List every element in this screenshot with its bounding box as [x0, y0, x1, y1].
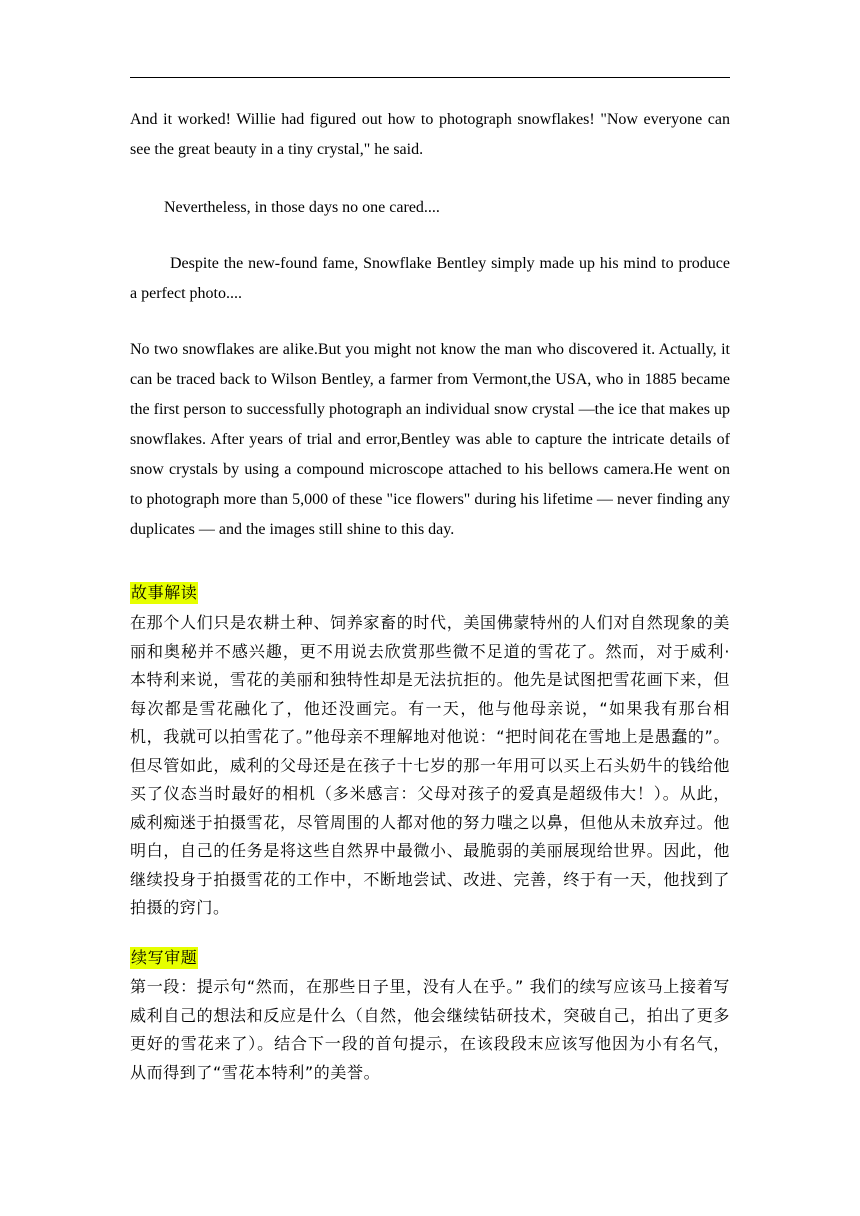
- paragraph-background: No two snowflakes are alike.But you might not know the man who discovered it. Actually, it can be traced back to Wilson Bentley, a farmer from Vermont,the USA, who in 1885 became the first person to successfully photograph an individual snow crystal —the ice that makes up snowflakes. After years of trial and error,Bentley was able to capture the intricate details of snow crystals by using a compound microscope attached to his bellows camera.He went on to photograph more than 5,000 of these "ice flowers" during his lifetime — never finding any duplicates — and the images still shine to this day.: [130, 341, 730, 538]
- paragraph-writing-review: 第一段：提示句“然而，在那些日子里，没有人在乎。” 我们的续写应该马上接着写威利自己的想法和反应是什么（自然，他会继续钻研技术，突破自己，拍出了更多更好的雪花来了）。结合下一段的首句提示，在该段段末应该写他因为小有名气，从而得到了“雪花本特利”的美誉。: [130, 977, 730, 1082]
- prompt-paragraph-1: Nevertheless, in those days no one cared....: [164, 199, 440, 216]
- prompt-paragraph-2: Despite the new-found fame, Snowflake Bentley simply made up his mind to produce a perfect photo....: [130, 255, 730, 302]
- header-rule: [130, 77, 730, 78]
- heading-writing-review: 续写审题: [131, 948, 198, 967]
- paragraph-story-analysis: 在那个人们只是农耕土种、饲养家畜的时代，美国佛蒙特州的人们对自然现象的美丽和奥秘并不感兴趣，更不用说去欣赏那些微不足道的雪花了。然而，对于威利·本特利来说，雪花的美丽和独特性却是无法抗拒的。他先是试图把雪花画下来，但每次都是雪花融化了，他还没画完。有一天，他与他母亲说，“如果我有那台相机，我就可以拍雪花了。”他母亲不理解地对他说：“把时间花在雪地上是愚蠢的”。但尽管如此，威利的父母还是在孩子十七岁的那一年用可以买上石头奶牛的钱给他买了仪态当时最好的相机（多米感言：父母对孩子的爱真是超级伟大！）。从此，威利痴迷于拍摄雪花，尽管周围的人都对他的努力嗤之以鼻，但他从未放弃过。他明白，自己的任务是将这些自然界中最微小、最脆弱的美丽展现给世界。因此，他继续投身于拍摄雪花的工作中，不断地尝试、改进、完善，终于有一天，他找到了拍摄的窍门。: [130, 613, 730, 917]
- paragraph-intro: And it worked! Willie had figured out how to photograph snowflakes! "Now everyone can see the great beauty in a tiny crystal," he said.: [130, 111, 730, 158]
- heading-story-analysis: 故事解读: [131, 583, 198, 602]
